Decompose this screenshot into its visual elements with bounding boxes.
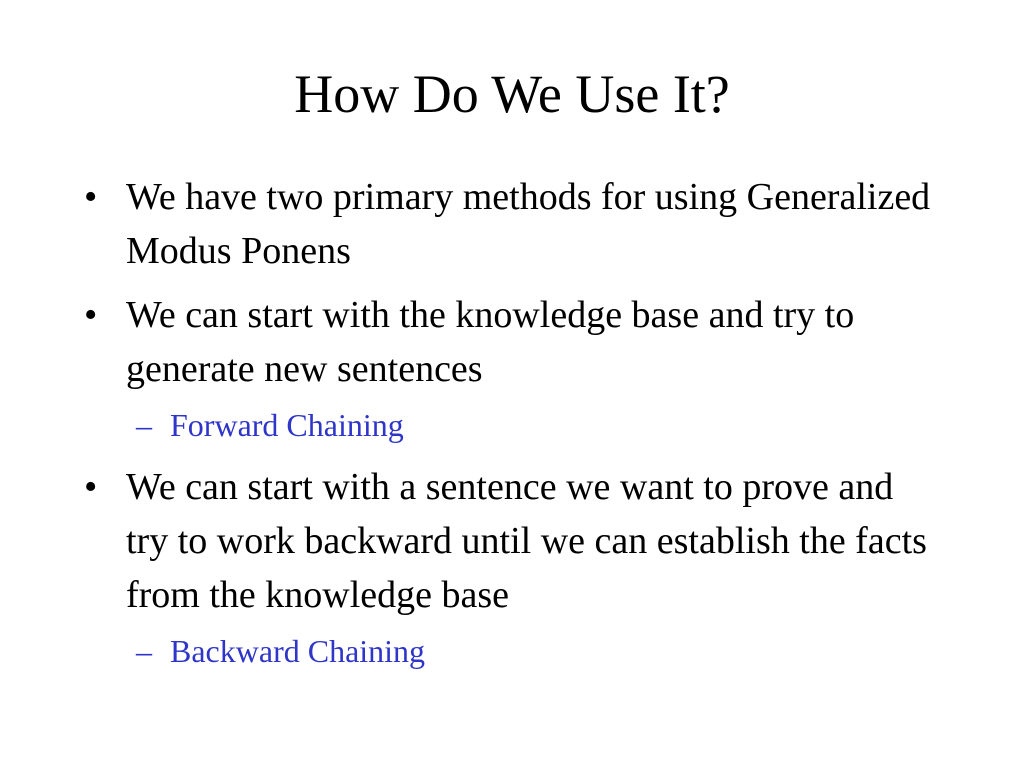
sub-bullet-backward-chaining: [84, 630, 944, 672]
bullet-item-1: [84, 170, 944, 278]
bullet-marker-3: •: [84, 466, 98, 508]
sub-bullet-marker-forward: –: [136, 407, 152, 443]
bullet-text-2: We can start with the knowledge base and try to generate new sentences: [126, 294, 855, 390]
bullet-list: [84, 170, 944, 686]
sub-bullet-forward-chaining: [84, 404, 944, 446]
bullet-marker-2: •: [84, 294, 98, 336]
sub-bullet-text-backward: Backward Chaining: [170, 633, 426, 669]
sub-bullet-text-forward: Forward Chaining: [170, 407, 404, 443]
bullet-item-2: [84, 288, 944, 396]
slide-title: How Do We Use It?: [294, 64, 730, 124]
bullet-item-3: [84, 460, 944, 622]
bullet-text-3: We can start with a sentence we want to prove and try to work backward until we can establish the facts from the knowledge base: [126, 466, 927, 616]
bullet-marker-1: •: [84, 176, 98, 218]
bullet-text-1: We have two primary methods for using Generalized Modus Ponens: [126, 176, 931, 272]
sub-bullet-marker-backward: –: [136, 633, 152, 669]
